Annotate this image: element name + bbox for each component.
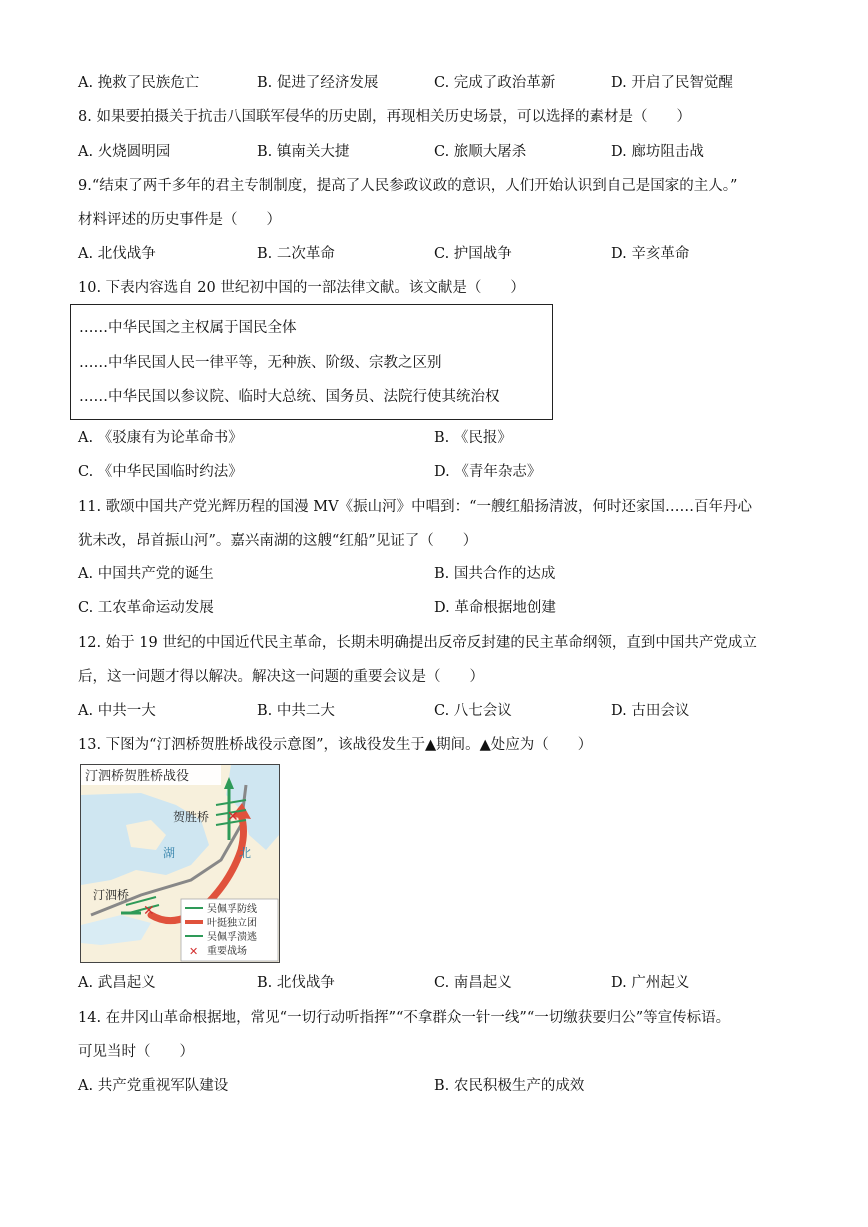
q12-stem-line2: 后，这一问题才得以解决。解决这一问题的重要会议是（ ）: [78, 669, 484, 685]
q11-option-b[interactable]: B. 国共合作的达成: [434, 566, 556, 582]
q11-option-d[interactable]: D. 革命根据地创建: [434, 600, 556, 616]
q14-stem-line2: 可见当时（ ）: [78, 1044, 194, 1060]
q14-option-b[interactable]: B. 农民积极生产的成效: [434, 1078, 585, 1094]
q10-option-c[interactable]: C. 《中华民国临时约法》: [78, 464, 243, 480]
place-label-hesheng: 贺胜桥: [173, 810, 210, 824]
q10-option-d[interactable]: D. 《青年杂志》: [434, 464, 542, 480]
region-label-hu: 湖: [163, 846, 176, 860]
map-title: 汀泗桥贺胜桥战役: [85, 769, 190, 784]
q9-stem-line2: 材料评述的历史事件是（ ）: [78, 212, 281, 228]
q10-quote-2: ……中华民国人民一律平等，无种族、阶级、宗教之区别: [79, 355, 442, 371]
q7-option-d[interactable]: D. 开启了民智觉醒: [611, 75, 733, 91]
battle-map: [80, 764, 280, 963]
battle-mark-tingsi: ✕: [143, 903, 155, 919]
q12-stem-line1: 12. 始于 19 世纪的中国近代民主革命，长期未明确提出反帝反封建的民主革命纲领，直到中国共产党成立: [78, 635, 757, 651]
q10-quote-1: ……中华民国之主权属于国民全体: [79, 320, 297, 336]
q8-option-a[interactable]: A. 火烧圆明园: [78, 144, 171, 160]
q8-option-b[interactable]: B. 镇南关大捷: [257, 144, 350, 160]
place-label-tingsi: 汀泗桥: [93, 888, 130, 902]
q13-option-b[interactable]: B. 北伐战争: [257, 975, 335, 991]
q7-option-a[interactable]: A. 挽救了民族危亡: [78, 75, 200, 91]
q13-stem: 13. 下图为“汀泗桥贺胜桥战役示意图”，该战役发生于▲期间。▲处应为（ ）: [78, 737, 593, 753]
q12-option-b[interactable]: B. 中共二大: [257, 703, 335, 719]
legend-label-retreat: 吴佩孚溃逃: [207, 932, 257, 943]
legend-label-defense: 吴佩孚防线: [207, 904, 257, 915]
q12-option-a[interactable]: A. 中共一大: [78, 703, 156, 719]
q13-option-a[interactable]: A. 武昌起义: [78, 975, 156, 991]
legend-swatch-battle: ✕: [189, 945, 199, 958]
q8-option-d[interactable]: D. 廊坊阻击战: [611, 144, 704, 160]
q9-stem-line1: 9.“结束了两千多年的君主专制制度，提高了人民参政议政的意识，人们开始认识到自己是国家的主人。”: [78, 178, 738, 194]
q7-option-b[interactable]: B. 促进了经济发展: [257, 75, 379, 91]
q8-stem: 8. 如果要拍摄关于抗击八国联军侵华的历史剧，再现相关历史场景，可以选择的素材是（ ）: [78, 109, 691, 125]
q14-stem-line1: 14. 在井冈山革命根据地，常见“一切行动听指挥”“不拿群众一针一线”“一切缴获要归公”等宣传标语。: [78, 1010, 731, 1026]
q10-quote-3: ……中华民国以参议院、临时大总统、国务员、法院行使其统治权: [79, 389, 500, 405]
q10-option-b[interactable]: B. 《民报》: [434, 430, 512, 446]
region-label-bei: 北: [239, 846, 252, 860]
q13-option-c[interactable]: C. 南昌起义: [434, 975, 512, 991]
q11-stem-line1: 11. 歌颂中国共产党光辉历程的国漫 MV《振山河》中唱到：“一艘红船扬清波，何时还家国……百年丹心: [78, 499, 753, 515]
legend-label-advance: 叶挺独立团: [207, 918, 257, 929]
q10-stem: 10. 下表内容选自 20 世纪初中国的一部法律文献。该文献是（ ）: [78, 280, 525, 296]
q8-option-c[interactable]: C. 旅顺大屠杀: [434, 144, 527, 160]
q11-option-a[interactable]: A. 中国共产党的诞生: [78, 566, 214, 582]
q9-option-d[interactable]: D. 辛亥革命: [611, 246, 690, 262]
battle-mark-hesheng: ✕: [227, 809, 239, 825]
q7-option-c[interactable]: C. 完成了政治革新: [434, 75, 556, 91]
q13-option-d[interactable]: D. 广州起义: [611, 975, 690, 991]
q14-option-a[interactable]: A. 共产党重视军队建设: [78, 1078, 229, 1094]
q9-option-b[interactable]: B. 二次革命: [257, 246, 335, 262]
q11-option-c[interactable]: C. 工农革命运动发展: [78, 600, 214, 616]
q9-option-c[interactable]: C. 护国战争: [434, 246, 512, 262]
q9-option-a[interactable]: A. 北伐战争: [78, 246, 156, 262]
q12-option-d[interactable]: D. 古田会议: [611, 703, 690, 719]
q11-stem-line2: 犹未改，昂首振山河”。嘉兴南湖的这艘“红船”见证了（ ）: [78, 533, 478, 549]
q10-option-a[interactable]: A. 《驳康有为论革命书》: [78, 430, 243, 446]
q12-option-c[interactable]: C. 八七会议: [434, 703, 512, 719]
legend-label-battle: 重要战场: [207, 946, 247, 957]
q10-quote-box: [70, 304, 553, 420]
